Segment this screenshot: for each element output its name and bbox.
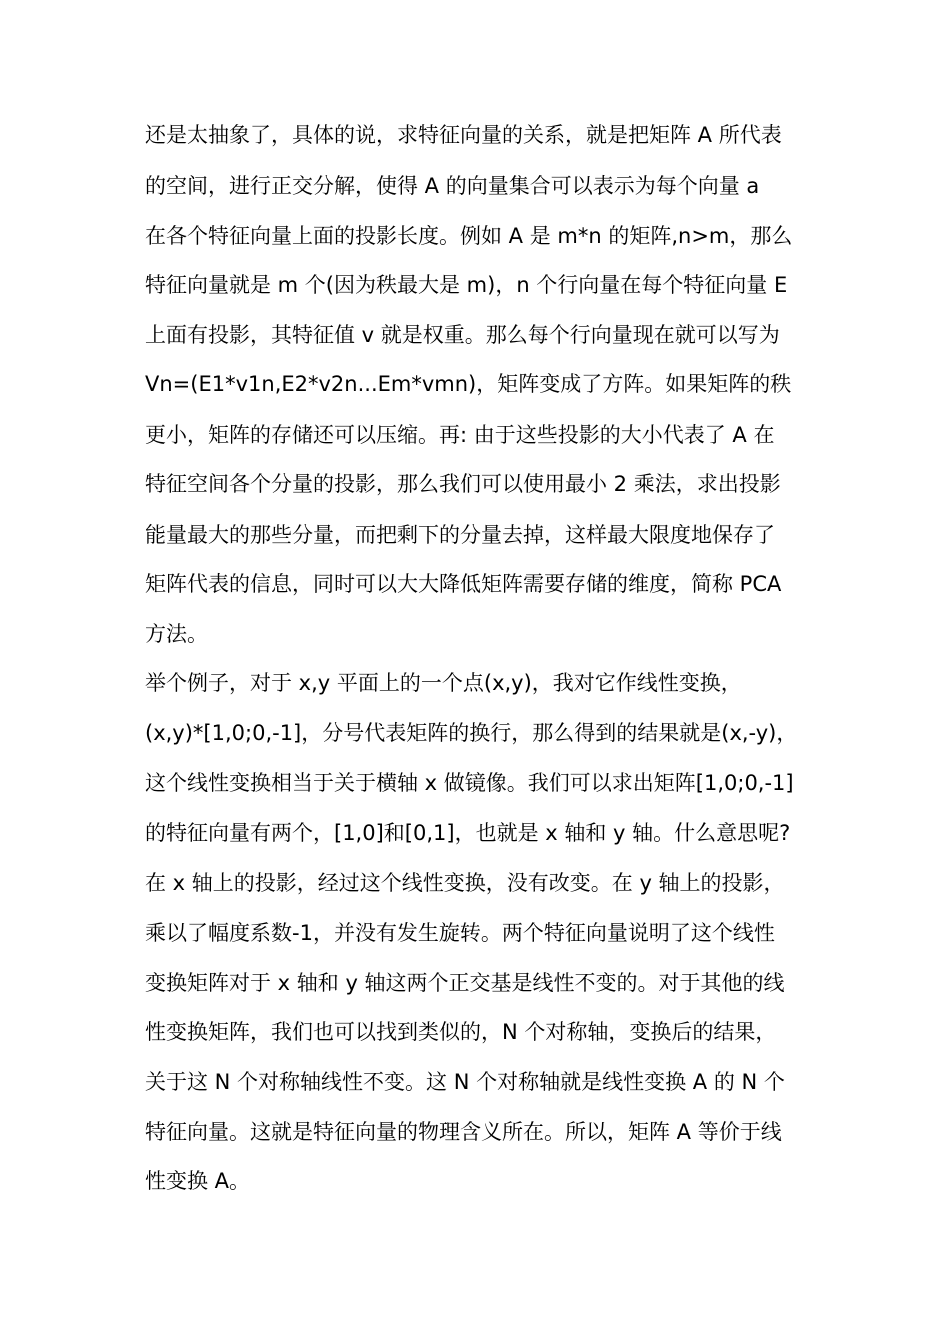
paragraph-2-line: 的特征向量有两个，[1,0]和[0,1]，也就是 x 轴和 y 轴。什么意思呢? bbox=[145, 821, 791, 845]
paragraph-1-line: 还是太抽象了，具体的说，求特征向量的关系，就是把矩阵 A 所代表 bbox=[145, 123, 782, 147]
paragraph-2-line: 这个线性变换相当于关于横轴 x 做镜像。我们可以求出矩阵[1,0;0,-1] bbox=[145, 771, 794, 795]
paragraph-1-line: 方法。 bbox=[145, 622, 208, 646]
paragraph-2-line: (x,y)*[1,0;0,-1]，分号代表矩阵的换行，那么得到的结果就是(x,-y)， bbox=[145, 721, 798, 745]
paragraph-2-line: 关于这 N 个对称轴线性不变。这 N 个对称轴就是线性变换 A 的 N 个 bbox=[145, 1070, 785, 1094]
paragraph-1-line: Vn=(E1*v1n,E2*v2n...Em*vmn)，矩阵变成了方阵。如果矩阵的秩 bbox=[145, 372, 792, 396]
paragraph-1-line: 的空间，进行正交分解，使得 A 的向量集合可以表示为每个向量 a bbox=[145, 174, 760, 198]
paragraph-1-line: 矩阵代表的信息，同时可以大大降低矩阵需要存储的维度，简称 PCA bbox=[145, 572, 782, 596]
paragraph-2-line: 乘以了幅度系数-1，并没有发生旋转。两个特征向量说明了这个线性 bbox=[145, 921, 775, 945]
paragraph-1-line: 上面有投影，其特征值 v 就是权重。那么每个行向量现在就可以写为 bbox=[145, 323, 780, 347]
paragraph-2-line: 在 x 轴上的投影，经过这个线性变换，没有改变。在 y 轴上的投影， bbox=[145, 871, 785, 895]
paragraph-1-line: 特征向量就是 m 个(因为秩最大是 m)，n 个行向量在每个特征向量 E bbox=[145, 273, 788, 297]
paragraph-2-line: 变换矩阵对于 x 轴和 y 轴这两个正交基是线性不变的。对于其他的线 bbox=[145, 971, 785, 995]
paragraph-1-line: 在各个特征向量上面的投影长度。例如 A 是 m*n 的矩阵,n>m，那么 bbox=[145, 224, 793, 248]
paragraph-2-line: 举个例子，对于 x,y 平面上的一个点(x,y)，我对它作线性变换， bbox=[145, 671, 742, 695]
paragraph-2-line: 特征向量。这就是特征向量的物理含义所在。所以，矩阵 A 等价于线 bbox=[145, 1120, 782, 1144]
paragraph-1-line: 特征空间各个分量的投影，那么我们可以使用最小 2 乘法，求出投影 bbox=[145, 472, 781, 496]
paragraph-1-line: 更小，矩阵的存储还可以压缩。再: 由于这些投影的大小代表了 A 在 bbox=[145, 423, 775, 447]
paragraph-2-line: 性变换 A。 bbox=[145, 1169, 251, 1193]
paragraph-2-line: 性变换矩阵，我们也可以找到类似的，N 个对称轴，变换后的结果， bbox=[145, 1020, 777, 1044]
paragraph-1-line: 能量最大的那些分量，而把剩下的分量去掉，这样最大限度地保存了 bbox=[145, 523, 775, 547]
